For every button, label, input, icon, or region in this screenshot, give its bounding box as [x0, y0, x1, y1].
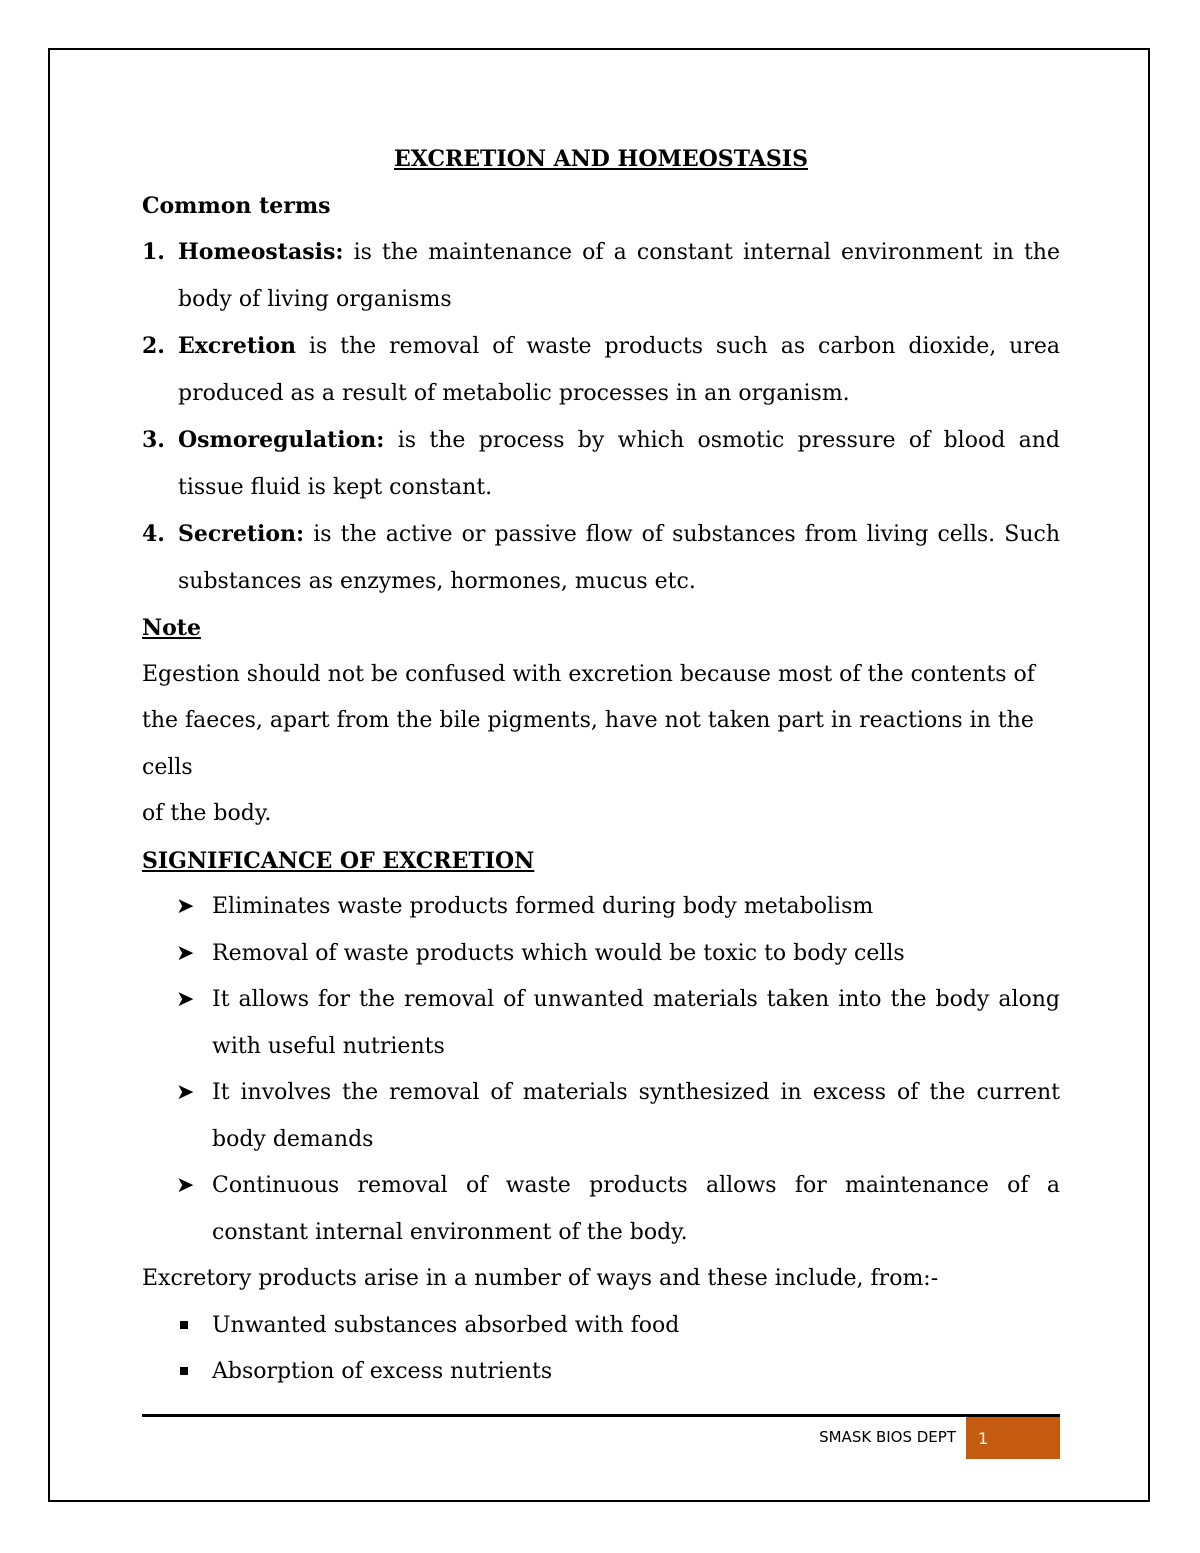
- term-name: Homeostasis:: [178, 239, 344, 265]
- term-number: 3.: [142, 427, 165, 453]
- list-item: ➤ Eliminates waste products formed during body metabolism: [142, 884, 1060, 931]
- products-list: [142, 1303, 1060, 1396]
- list-item: Absorption of excess nutrients: [142, 1349, 1060, 1396]
- term-item: [142, 511, 1060, 605]
- arrow-bullet-icon: ➤: [176, 894, 195, 919]
- significance-list: [142, 884, 1060, 1256]
- term-name: Excretion: [178, 333, 297, 359]
- term-definition: is the maintenance of a constant internal environment in the body of living organisms: [178, 240, 1060, 312]
- note-text: Egestion should not be confused with excretion because most of the contents of the faeces, apart from the bile pigments, have not taken part in reactions in the cells: [142, 661, 1035, 780]
- arrow-bullet-icon: ➤: [176, 1080, 195, 1105]
- footer-divider: [142, 1414, 1060, 1417]
- term-item: [142, 417, 1060, 511]
- products-intro: Excretory products arise in a number of ways and these include, from:-: [142, 1266, 939, 1291]
- list-item: Unwanted substances absorbed with food: [142, 1303, 1060, 1350]
- list-item: ➤ It allows for the removal of unwanted materials taken into the body along with useful nutrients: [142, 977, 1060, 1070]
- list-item: ➤ It involves the removal of materials synthesized in excess of the current body demands: [142, 1070, 1060, 1163]
- page-title: EXCRETION AND HOMEOSTASIS: [394, 146, 808, 172]
- footer-dept: SMASK BIOS DEPT: [819, 1428, 956, 1446]
- arrow-bullet-icon: ➤: [176, 987, 195, 1012]
- square-bullet-icon: [180, 1321, 188, 1329]
- term-definition: is the removal of waste products such as carbon dioxide, urea produced as a result of metabolic processes in an organism.: [178, 334, 1060, 406]
- arrow-bullet-icon: ➤: [176, 1173, 195, 1198]
- note-heading: Note: [142, 615, 201, 641]
- common-terms-heading: Common terms: [142, 192, 331, 219]
- note-text-end: of the body.: [142, 801, 272, 826]
- significance-heading: SIGNIFICANCE OF EXCRETION: [142, 847, 535, 874]
- arrow-bullet-icon: ➤: [176, 940, 195, 966]
- term-number: 2.: [142, 333, 165, 359]
- list-item: ➤ Removal of waste products which would be toxic to body cells: [142, 931, 1060, 978]
- term-number: 4.: [142, 521, 165, 547]
- list-item: ➤ Continuous removal of waste products allows for maintenance of a constant internal environment of the body.: [142, 1163, 1060, 1256]
- term-name: Osmoregulation:: [178, 427, 385, 453]
- page-content: [142, 136, 1060, 1396]
- term-number: 1.: [142, 239, 165, 265]
- term-definition: is the process by which osmotic pressure of blood and tissue fluid is kept constant.: [178, 428, 1060, 500]
- square-bullet-icon: [180, 1367, 188, 1375]
- term-name: Secretion:: [178, 521, 305, 547]
- page-number: 1: [966, 1417, 1060, 1459]
- term-item: [142, 229, 1060, 323]
- term-item: [142, 323, 1060, 417]
- terms-list: [142, 229, 1060, 605]
- term-definition: is the active or passive flow of substances from living cells. Such substances as enzymes, hormones, mucus etc.: [178, 522, 1060, 594]
